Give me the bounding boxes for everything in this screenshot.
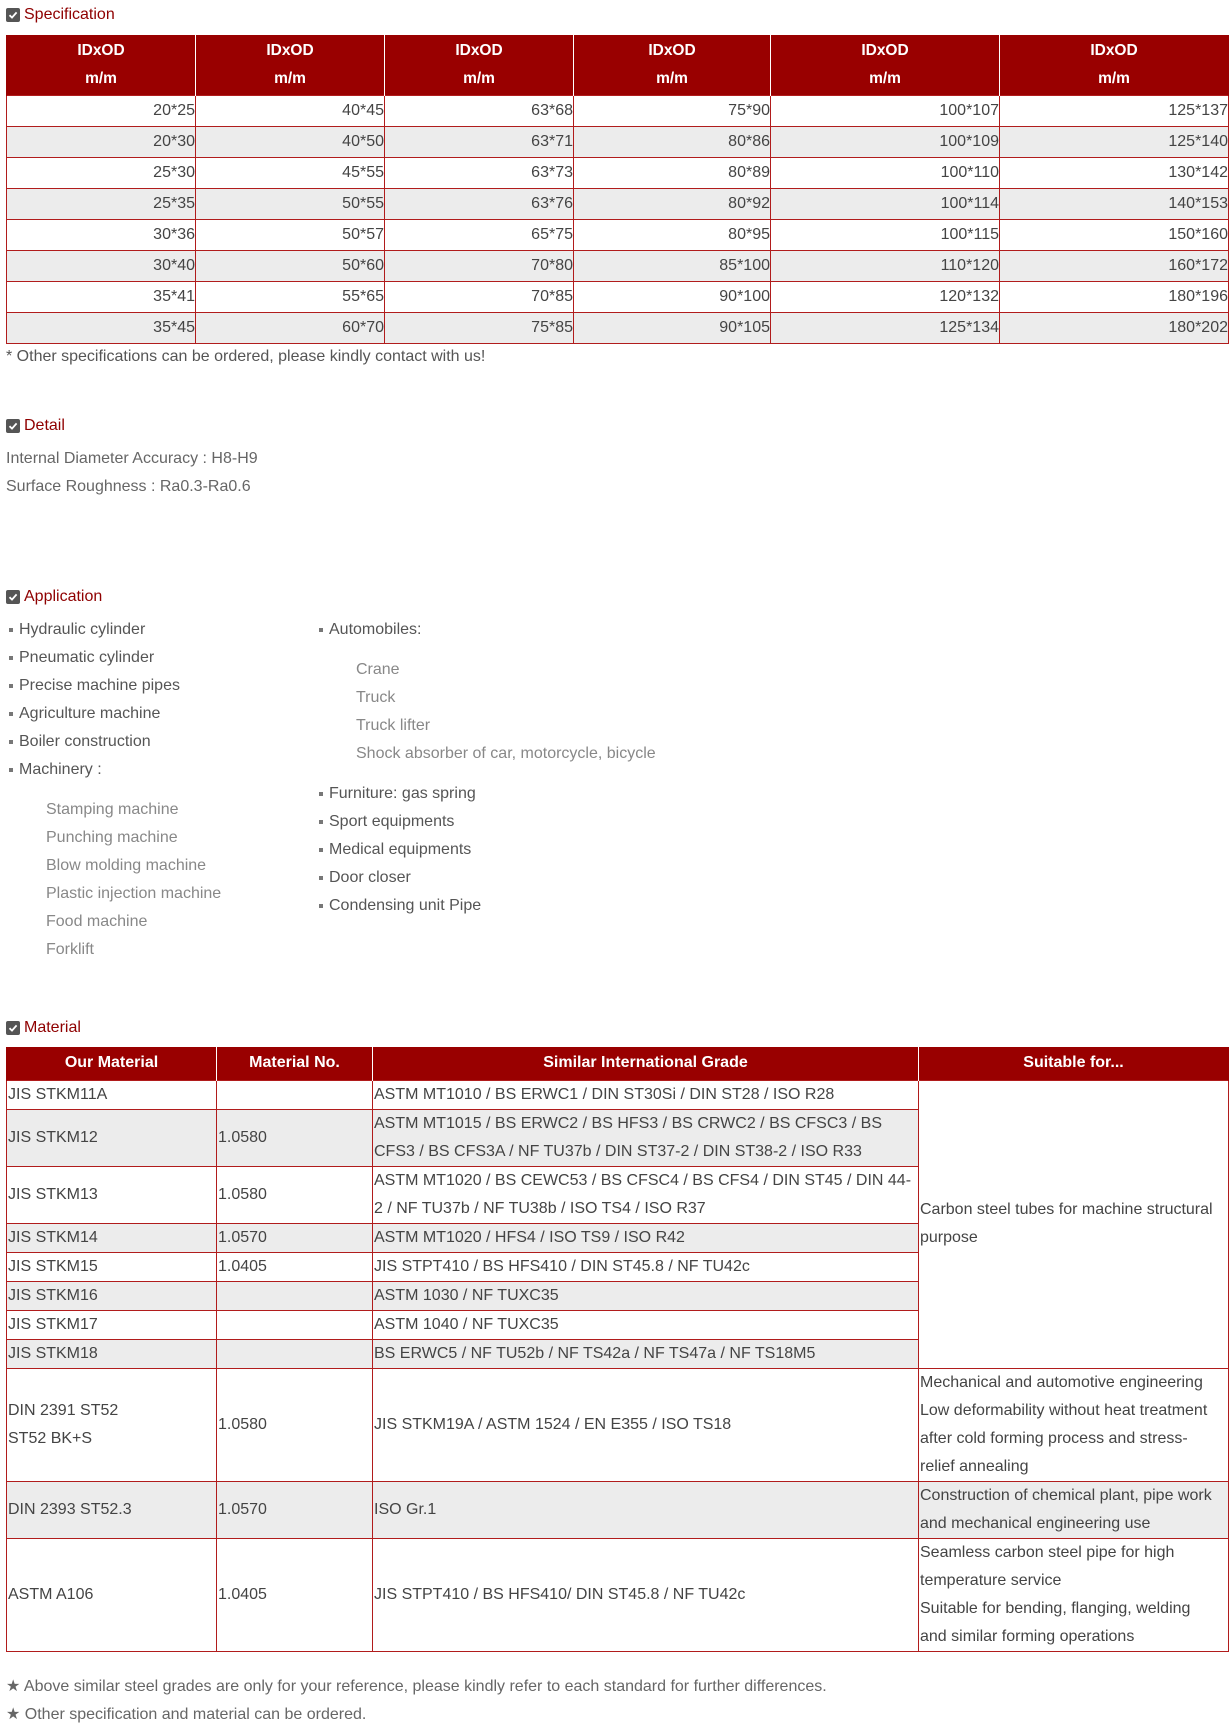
detail-heading <box>6 416 65 436</box>
sub-list-item: Truck lifter <box>356 717 431 734</box>
table-cell: 20*25 <box>7 95 196 126</box>
table-cell: 150*160 <box>1000 219 1229 250</box>
table-row <box>7 1481 1229 1538</box>
table-row <box>7 95 1229 126</box>
sub-list-item: Plastic injection machine <box>46 885 222 902</box>
material-no-cell: 1.0580 <box>217 1109 373 1166</box>
list-item: Door closer <box>316 864 656 892</box>
column-header: Our Material <box>7 1047 217 1080</box>
list-item: Boiler construction <box>6 728 221 756</box>
table-row <box>7 281 1229 312</box>
column-header: Suitable for... <box>919 1047 1229 1080</box>
grade-cell: ASTM MT1010 / BS ERWC1 / DIN ST30Si / DIN ST28 / ISO R28 <box>373 1080 919 1109</box>
material-no-cell: 1.0570 <box>217 1481 373 1538</box>
grade-cell: ASTM MT1015 / BS ERWC2 / BS HFS3 / BS CRWC2 / BS CFSC3 / BS CFS3 / BS CFS3A / NF TU37b / DIN ST37-2 / DIN ST38-2 / ISO R33 <box>373 1109 919 1166</box>
table-cell: 40*50 <box>196 126 385 157</box>
detail-line: Surface Roughness : Ra0.3-Ra0.6 <box>6 478 251 495</box>
bullet-icon <box>319 820 323 824</box>
table-cell: 35*41 <box>7 281 196 312</box>
application-heading <box>6 587 102 607</box>
list-item: Machinery : <box>6 756 221 784</box>
material-note: ★ Other specification and material can be ordered. <box>6 1706 367 1723</box>
table-cell: 25*30 <box>7 157 196 188</box>
table-cell: 90*100 <box>574 281 771 312</box>
list-item: Medical equipments <box>316 836 656 864</box>
bullet-icon <box>319 904 323 908</box>
material-cell: ASTM A106 <box>7 1538 217 1651</box>
table-cell: 85*100 <box>574 250 771 281</box>
material-no-cell: 1.0405 <box>217 1252 373 1281</box>
material-note: ★ Above similar steel grades are only for your reference, please kindly refer to each standard for further differences. <box>6 1678 827 1695</box>
table-cell: 125*134 <box>771 312 1000 343</box>
table-row <box>7 1080 1229 1109</box>
list-item: Furniture: gas spring <box>316 780 656 808</box>
bullet-icon <box>319 876 323 880</box>
material-no-cell <box>217 1339 373 1368</box>
material-no-cell <box>217 1281 373 1310</box>
table-row <box>7 1538 1229 1651</box>
material-no-cell: 1.0405 <box>217 1538 373 1651</box>
checkbox-icon <box>6 1021 20 1035</box>
table-cell: 45*55 <box>196 157 385 188</box>
material-heading <box>6 1018 81 1038</box>
column-header: Similar International Grade <box>373 1047 919 1080</box>
sub-list-item: Truck <box>356 689 396 706</box>
material-cell: JIS STKM18 <box>7 1339 217 1368</box>
table-header-row <box>7 1047 1229 1080</box>
bullet-icon <box>9 740 13 744</box>
table-cell: 80*95 <box>574 219 771 250</box>
grade-cell: ASTM 1040 / NF TUXC35 <box>373 1310 919 1339</box>
material-cell: JIS STKM13 <box>7 1166 217 1223</box>
list-item: Agriculture machine <box>6 700 221 728</box>
table-cell: 75*90 <box>574 95 771 126</box>
table-cell: 50*55 <box>196 188 385 219</box>
table-cell: 100*109 <box>771 126 1000 157</box>
table-cell: 20*30 <box>7 126 196 157</box>
grade-cell: ASTM MT1020 / BS CEWC53 / BS CFSC4 / BS CFS4 / DIN ST45 / DIN 44- 2 / NF TU37b / NF TU38b / ISO TS4 / ISO R37 <box>373 1166 919 1223</box>
grade-cell: JIS STPT410 / BS HFS410 / DIN ST45.8 / NF TU42c <box>373 1252 919 1281</box>
bullet-icon <box>319 848 323 852</box>
table-cell: 125*140 <box>1000 126 1229 157</box>
table-cell: 90*105 <box>574 312 771 343</box>
table-cell: 70*80 <box>385 250 574 281</box>
table-cell: 30*36 <box>7 219 196 250</box>
bullet-icon <box>9 768 13 772</box>
sub-list-item: Food machine <box>46 913 148 930</box>
table-row <box>7 250 1229 281</box>
table-cell: 100*115 <box>771 219 1000 250</box>
table-cell: 100*107 <box>771 95 1000 126</box>
checkbox-icon <box>6 419 20 433</box>
section-title: Application <box>24 588 103 605</box>
list-item: Automobiles: <box>316 616 656 644</box>
grade-cell: JIS STKM19A / ASTM 1524 / EN E355 / ISO TS18 <box>373 1368 919 1481</box>
section-title: Specification <box>24 6 115 23</box>
material-cell: JIS STKM11A <box>7 1080 217 1109</box>
grade-cell: ISO Gr.1 <box>373 1481 919 1538</box>
list-item: Condensing unit Pipe <box>316 892 656 920</box>
table-cell: 100*110 <box>771 157 1000 188</box>
table-cell: 80*86 <box>574 126 771 157</box>
table-cell: 80*89 <box>574 157 771 188</box>
material-table <box>6 1047 1229 1652</box>
column-header: IDxOD m/m <box>385 35 574 95</box>
sub-list-item: Forklift <box>46 941 94 958</box>
bullet-icon <box>9 628 13 632</box>
material-cell: JIS STKM17 <box>7 1310 217 1339</box>
table-cell: 110*120 <box>771 250 1000 281</box>
list-item: Precise machine pipes <box>6 672 221 700</box>
table-cell: 65*75 <box>385 219 574 250</box>
table-row <box>7 312 1229 343</box>
detail-line: Internal Diameter Accuracy : H8-H9 <box>6 450 258 467</box>
table-row <box>7 219 1229 250</box>
table-cell: 63*76 <box>385 188 574 219</box>
list-item: Hydraulic cylinder <box>6 616 221 644</box>
checkbox-icon <box>6 8 20 22</box>
table-cell: 50*57 <box>196 219 385 250</box>
table-header-row <box>7 35 1229 95</box>
column-header: IDxOD m/m <box>1000 35 1229 95</box>
material-no-cell <box>217 1310 373 1339</box>
table-cell: 55*65 <box>196 281 385 312</box>
list-item: Pneumatic cylinder <box>6 644 221 672</box>
bullet-icon <box>9 712 13 716</box>
material-no-cell: 1.0570 <box>217 1223 373 1252</box>
grade-cell: JIS STPT410 / BS HFS410/ DIN ST45.8 / NF TU42c <box>373 1538 919 1651</box>
table-cell: 75*85 <box>385 312 574 343</box>
table-cell: 70*85 <box>385 281 574 312</box>
grade-cell: ASTM MT1020 / HFS4 / ISO TS9 / ISO R42 <box>373 1223 919 1252</box>
sub-list-item: Shock absorber of car, motorcycle, bicycle <box>356 745 656 762</box>
suitable-cell: Seamless carbon steel pipe for high temperature service Suitable for bending, flanging, welding and similar forming operations <box>919 1538 1229 1651</box>
table-cell: 100*114 <box>771 188 1000 219</box>
table-cell: 25*35 <box>7 188 196 219</box>
material-cell: JIS STKM15 <box>7 1252 217 1281</box>
section-title: Material <box>24 1019 81 1036</box>
table-cell: 30*40 <box>7 250 196 281</box>
table-cell: 130*142 <box>1000 157 1229 188</box>
table-row <box>7 126 1229 157</box>
specification-heading <box>6 5 115 25</box>
table-cell: 63*73 <box>385 157 574 188</box>
column-header: Material No. <box>217 1047 373 1080</box>
column-header: IDxOD m/m <box>574 35 771 95</box>
list-item: Sport equipments <box>316 808 656 836</box>
material-cell: JIS STKM14 <box>7 1223 217 1252</box>
table-cell: 63*68 <box>385 95 574 126</box>
material-cell: DIN 2393 ST52.3 <box>7 1481 217 1538</box>
table-cell: 160*172 <box>1000 250 1229 281</box>
table-cell: 63*71 <box>385 126 574 157</box>
bullet-icon <box>9 684 13 688</box>
bullet-icon <box>319 792 323 796</box>
table-row <box>7 1368 1229 1481</box>
checkbox-icon <box>6 590 20 604</box>
application-right-column <box>316 616 656 920</box>
specification-note: * Other specifications can be ordered, please kindly contact with us! <box>6 348 486 365</box>
grade-cell: ASTM 1030 / NF TUXC35 <box>373 1281 919 1310</box>
sub-list-item: Stamping machine <box>46 801 179 818</box>
material-cell: JIS STKM12 <box>7 1109 217 1166</box>
table-cell: 125*137 <box>1000 95 1229 126</box>
material-no-cell: 1.0580 <box>217 1166 373 1223</box>
suitable-cell: Mechanical and automotive engineering Low deformability without heat treatment after cold forming process and stress- relief annealing <box>919 1368 1229 1481</box>
column-header: IDxOD m/m <box>196 35 385 95</box>
table-row <box>7 157 1229 188</box>
sub-list-item: Blow molding machine <box>46 857 207 874</box>
material-cell: DIN 2391 ST52 ST52 BK+S <box>7 1368 217 1481</box>
material-cell: JIS STKM16 <box>7 1281 217 1310</box>
table-cell: 180*202 <box>1000 312 1229 343</box>
suitable-cell: Carbon steel tubes for machine structural purpose <box>919 1080 1229 1368</box>
table-cell: 50*60 <box>196 250 385 281</box>
table-cell: 180*196 <box>1000 281 1229 312</box>
table-cell: 80*92 <box>574 188 771 219</box>
material-no-cell <box>217 1080 373 1109</box>
column-header: IDxOD m/m <box>7 35 196 95</box>
suitable-cell: Construction of chemical plant, pipe work and mechanical engineering use <box>919 1481 1229 1538</box>
table-cell: 140*153 <box>1000 188 1229 219</box>
table-cell: 120*132 <box>771 281 1000 312</box>
bullet-icon <box>319 628 323 632</box>
bullet-icon <box>9 656 13 660</box>
table-row <box>7 188 1229 219</box>
section-title: Detail <box>24 417 65 434</box>
table-cell: 60*70 <box>196 312 385 343</box>
grade-cell: BS ERWC5 / NF TU52b / NF TS42a / NF TS47a / NF TS18M5 <box>373 1339 919 1368</box>
material-no-cell: 1.0580 <box>217 1368 373 1481</box>
specification-table <box>6 35 1229 344</box>
sub-list-item: Crane <box>356 661 400 678</box>
column-header: IDxOD m/m <box>771 35 1000 95</box>
sub-list-item: Punching machine <box>46 829 178 846</box>
table-cell: 40*45 <box>196 95 385 126</box>
table-cell: 35*45 <box>7 312 196 343</box>
application-left-column <box>6 616 221 976</box>
